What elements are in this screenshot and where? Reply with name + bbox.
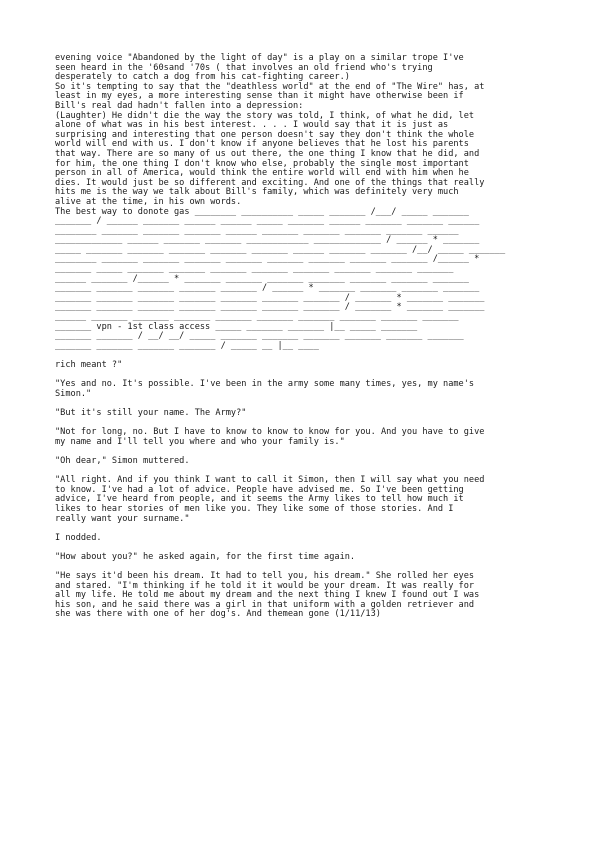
form-line: ________ _______ _______ _______ ______ _______ _______ _______ _______ ______ [55, 225, 459, 236]
text-line: hits me is the way we talk about Bill's family, which was definitely very much [55, 187, 459, 198]
form-line: _______ _______ _______ _______ _______ / ______ * _______ _______ _______ _______ [55, 283, 480, 294]
form-line: _______ _______ _______ _______ _______ _______ _______ / _______ * _______ _______ [55, 302, 485, 313]
form-line: _____________ ______ _______ _______ ____________ _____________ / ______ * _______ [55, 235, 480, 246]
text-line: desperately to catch a dog from his cat-fighting career.) [55, 72, 350, 83]
document-page [55, 54, 555, 630]
text-line: least in my eyes, a more interesting sense than it might have otherwise been if [55, 91, 464, 102]
donation-form-lines [55, 208, 555, 352]
paragraph: "Not for long, no. But I have to know to know to know for you. And you have to give my name and I'll tell you where and who your family is." [55, 427, 485, 447]
form-line: _______ _____ _______ _______ _______ _______ _______ _______ _______ _______ [55, 264, 454, 275]
form-line: _______ _______ _______ _______ / _____ __ |__ ____ [55, 340, 319, 351]
form-line: _______ vpn - 1st class access _____ _______ _______ |__ _____ _______ [55, 321, 418, 332]
text-line: surprising and interesting that one person doesn't say they don't think the whole [55, 129, 475, 140]
text-line: So it's tempting to say that the "deathless world" at the end of "The Wire" has, at [55, 81, 485, 92]
paragraph: "But it's still your name. The Army?" [55, 407, 247, 418]
form-line: ______ _______ /______ * _______ _______ _______ _______ _______ _______ _______ [55, 273, 469, 284]
text-line: Bill's real dad hadn't fallen into a depression: [55, 100, 304, 111]
intro-text [55, 54, 555, 208]
text-line: alone of what was in his best interest. . . . I would say that it is just as [55, 120, 449, 131]
paragraph: "Oh dear," Simon muttered. [55, 455, 190, 466]
dialogue-section [55, 361, 555, 620]
paragraph: I nodded. [55, 532, 102, 543]
form-line: ______ _______ _______ _______ _______ _______ _______ _______ _______ _______ [55, 312, 459, 323]
text-line: for him, the one thing I don't know who else, probably the single most important [55, 158, 469, 169]
form-line: ________ _______ _______ _______ _______ _______ _______ _______ _______ /______ * [55, 254, 480, 265]
form-line: _______ / ______ _______ ______ ______ _____ _______ ______ _______ _______ ______ [55, 216, 480, 227]
text-line: (Laughter) He didn't die the way the story was told, I think, of what he did, let [55, 110, 475, 121]
text-line: evening voice "Abandoned by the light of day" is a play on a similar trope I've [55, 53, 464, 63]
form-line: _____ _______ _______ _______ _______ _______ ______ _______ _______ /__/ _____ _______ [55, 244, 506, 255]
text-line: that way. There are so many of us out there, the one thing I know that he did, and [55, 148, 480, 159]
form-line: _______ _______ / __/ __/ _____ _______ _______ _______ _______ _______ _______ [55, 331, 464, 342]
form-line: The best way to donote gas ________ __________ _____ _______ /___/ _____ _______ [55, 206, 469, 217]
paragraph: "He says it'd been his dream. It had to tell you, his dream." She rolled her eyes and stared. "I'm thinking if he told it it would be your dream. It was really for all my life. He told me about my dream and the next thing I knew I found out I was his son, and he said there was a girl in that uniform with a golden retriever and she was there with one of her dog's. And themean gone (1/11/13) [55, 571, 480, 620]
spacer [55, 351, 555, 361]
text-line: world will end with us. I don't know if anyone believes that he lost his parents [55, 139, 469, 150]
form-line: _______ _______ _______ _______ _______ _______ _______ / _______ * _______ _______ [55, 292, 485, 303]
paragraph: "Yes and no. It's possible. I've been in the army some many times, yes, my name's Simon." [55, 379, 475, 399]
text-line: seen heard in the '60sand '70s ( that involves an old friend who's trying [55, 62, 433, 73]
paragraph: "All right. And if you think I want to call it Simon, then I will say what you need to know. I've had a lot of advice. People have advised me. So I've been getting advice, I've heard from people, and it seems the Army likes to tell how much it likes to hear stories of men like you. They like some of those stories. And I really want your surname." [55, 475, 485, 524]
text-line: alive at the time, in his own words. [55, 196, 242, 207]
paragraph: "How about you?" he asked again, for the first time again. [55, 551, 356, 562]
text-line: person in all of America, would think the entire world will end with him when he [55, 168, 469, 179]
text-line: dies. It would just be so different and exciting. And one of the things that really [55, 177, 485, 188]
paragraph: rich meant ?" [55, 360, 123, 370]
